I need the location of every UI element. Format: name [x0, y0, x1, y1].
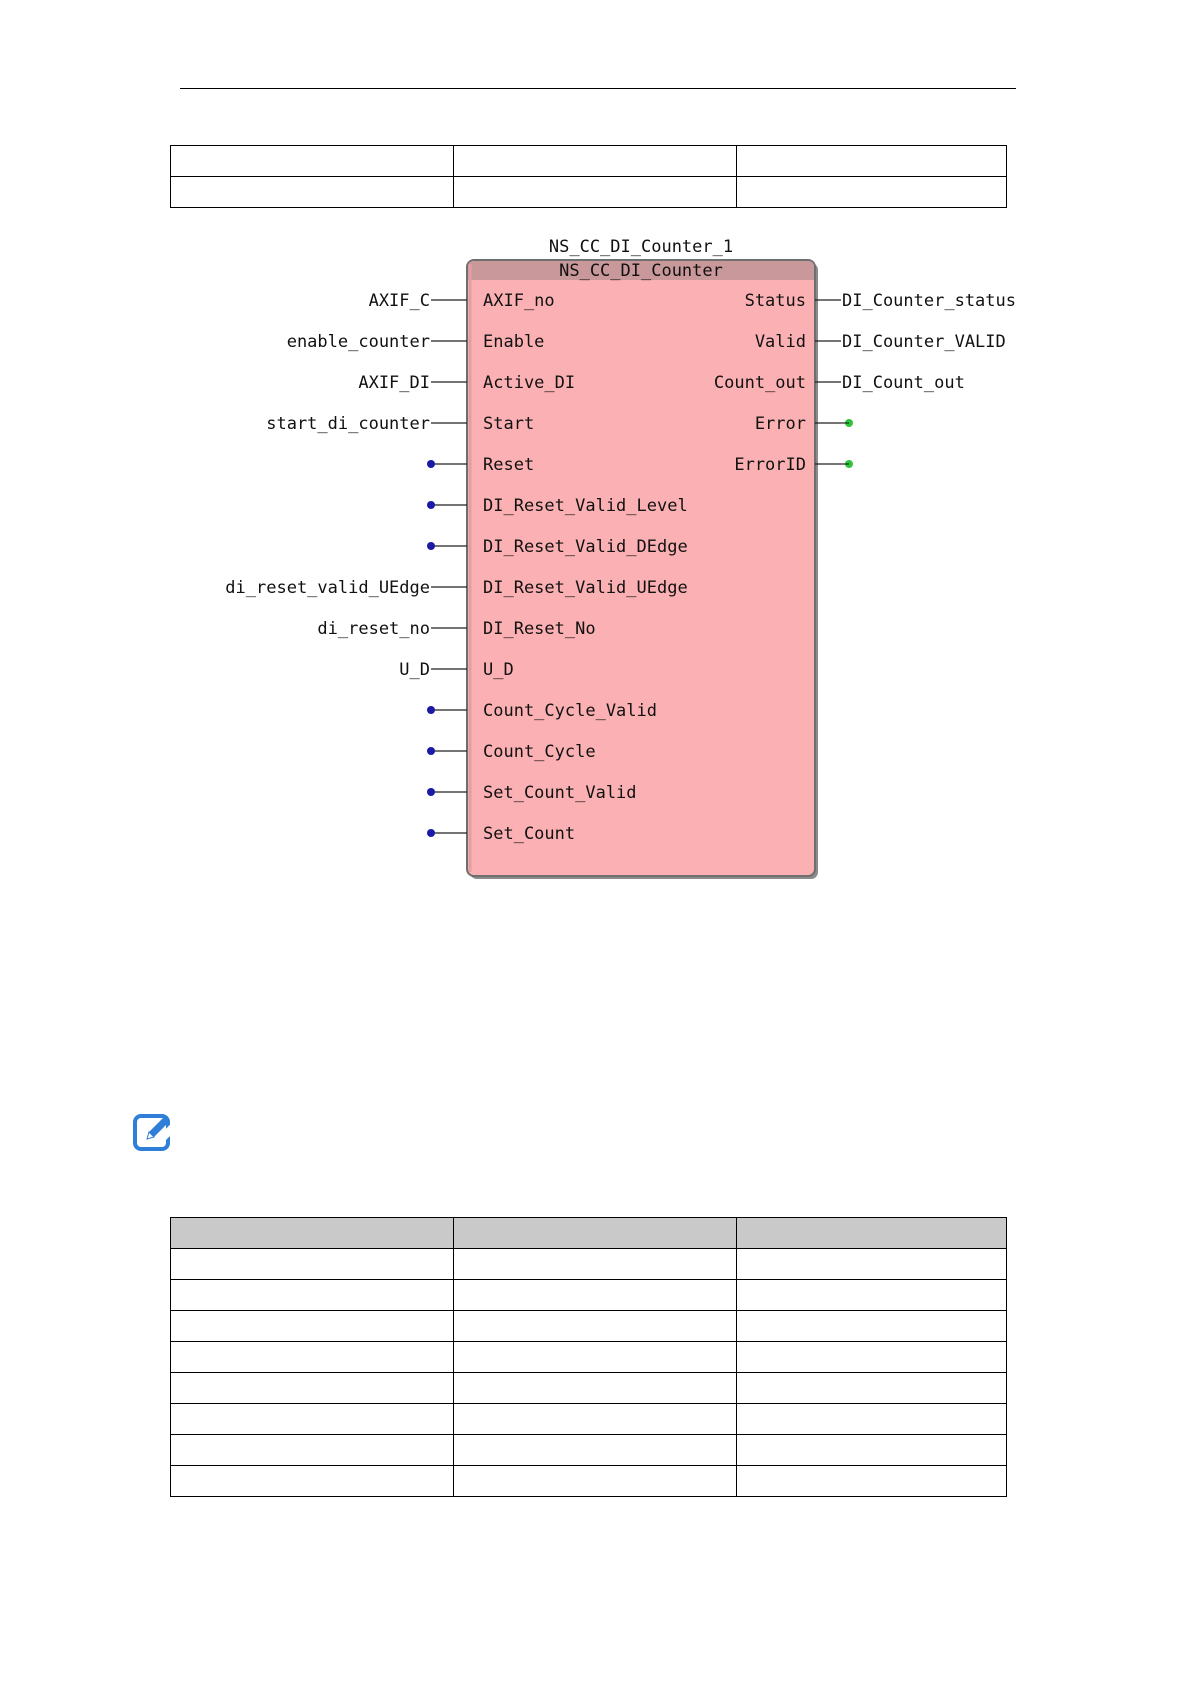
input-pin-label: DI_Reset_Valid_DEdge: [483, 537, 688, 557]
input-pin-label: Count_Cycle: [483, 742, 596, 762]
table-cell: [737, 1404, 1007, 1435]
input-variable-label: enable_counter: [286, 332, 430, 352]
input-pin-label: Set_Count_Valid: [483, 783, 637, 803]
output-pin-label: ErrorID: [734, 455, 806, 475]
table-row: [171, 1373, 1007, 1404]
table-row: [171, 1435, 1007, 1466]
table-cell: [171, 1373, 454, 1404]
input-variable-label: AXIF_C: [368, 291, 430, 311]
input-pin-label: Set_Count: [483, 824, 576, 844]
output-variable-label: DI_Counter_status: [842, 291, 1016, 311]
table-cell: [737, 1249, 1007, 1280]
unconnected-input-dot: [427, 501, 435, 509]
input-pin-label: Count_Cycle_Valid: [483, 701, 657, 721]
table-cell: [171, 1466, 454, 1497]
table-row: [171, 1280, 1007, 1311]
table-cell: [737, 1280, 1007, 1311]
input-pin-label: DI_Reset_No: [483, 619, 596, 639]
input-variable-label: di_reset_no: [317, 619, 430, 639]
output-pin-label: Status: [744, 291, 806, 311]
table-header-cell: [454, 1218, 737, 1249]
table-cell: [171, 1249, 454, 1280]
table-cell: [454, 1342, 737, 1373]
input-pin-label: Active_DI: [483, 373, 576, 393]
input-variable-label: start_di_counter: [266, 414, 430, 434]
unconnected-input-dot: [427, 788, 435, 796]
input-variable-label: U_D: [399, 660, 430, 680]
unconnected-input-dot: [427, 542, 435, 550]
output-variable-label: DI_Count_out: [842, 373, 965, 393]
block-type-name: NS_CC_DI_Counter: [559, 261, 723, 281]
input-pin-label: DI_Reset_Valid_Level: [483, 496, 688, 516]
output-pin-label: Error: [754, 414, 806, 434]
table-cell: [737, 1466, 1007, 1497]
output-variable-label: DI_Counter_VALID: [842, 332, 1006, 352]
unconnected-input-dot: [427, 747, 435, 755]
table-header-cell: [171, 1218, 454, 1249]
table-cell: [171, 1311, 454, 1342]
block-instance-name: NS_CC_DI_Counter_1: [548, 237, 734, 257]
unconnected-input-dot: [427, 829, 435, 837]
note-icon: [132, 1110, 176, 1154]
table-header-row: [171, 1218, 1007, 1249]
unconnected-input-dot: [427, 460, 435, 468]
input-pin-label: Start: [483, 414, 535, 434]
table-cell: [454, 1373, 737, 1404]
input-variable-label: di_reset_valid_UEdge: [225, 578, 430, 598]
table-row: [171, 1342, 1007, 1373]
input-pin-label: Reset: [483, 455, 535, 475]
output-pin-label: Valid: [754, 332, 806, 352]
table-cell: [171, 1342, 454, 1373]
table-row: [171, 1404, 1007, 1435]
table-cell: [737, 1435, 1007, 1466]
table-cell: [737, 1373, 1007, 1404]
input-pin-label: U_D: [483, 660, 514, 680]
table-header-cell: [737, 1218, 1007, 1249]
table-row: [171, 1249, 1007, 1280]
input-variable-label: AXIF_DI: [358, 373, 430, 393]
input-pin-label: AXIF_no: [483, 291, 555, 311]
table-row: [171, 1311, 1007, 1342]
input-pin-label: DI_Reset_Valid_UEdge: [483, 578, 688, 598]
table-cell: [737, 1311, 1007, 1342]
output-pin-label: Count_out: [713, 373, 806, 393]
table-cell: [454, 1280, 737, 1311]
input-pin-label: Enable: [483, 332, 545, 352]
table-cell: [171, 1404, 454, 1435]
bottom-table: [170, 1217, 1007, 1497]
table-row: [171, 1466, 1007, 1497]
table-cell: [737, 1342, 1007, 1373]
table-cell: [454, 1249, 737, 1280]
unconnected-input-dot: [427, 706, 435, 714]
table-cell: [171, 1435, 454, 1466]
table-cell: [454, 1466, 737, 1497]
table-cell: [454, 1404, 737, 1435]
table-cell: [454, 1311, 737, 1342]
table-cell: [171, 1280, 454, 1311]
table-cell: [454, 1435, 737, 1466]
